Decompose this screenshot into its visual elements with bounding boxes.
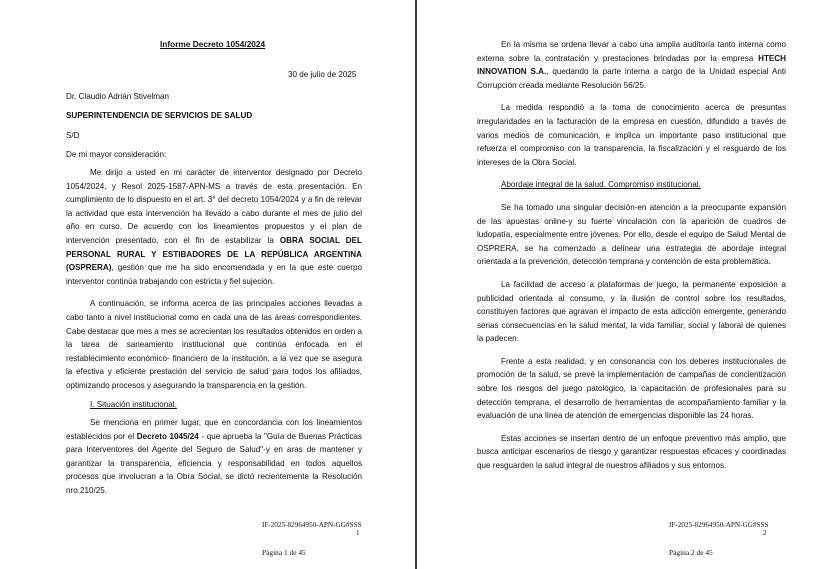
- paragraph-factors: La facilidad de acceso a plataformas de juego, la permanente exposición a publicidad orientada al consumo, y la ilusión de control sobre los resultados, constituyen factores que agravan el impacto de esta adicción emergente, generando serias consecuencias en la salud mental, la vida familiar, social y laboral de quienes la padecen.: [477, 279, 786, 344]
- paragraph-audit: En la misma se ordena llevar a cabo una amplia auditoría tanto interna como externa sobre la contratación y prestaciones brindadas por la empresa HTECH INNOVATION S.A., quedando la parte interna a cargo de la Unidad especial Anti Corrupción creada mediante Resolución 56/25.: [477, 40, 786, 90]
- paragraph-intro: Me dirijo a usted en mi carácter de interventor designado por Decreto 1054/2024, y Resol 2025-1587-APN-MS a través de esta presentación. En cumplimiento de lo dispuesto en el art. 3° del decreto 1054/2024 y a fin de relevar la actividad que esta intervención ha llevado a cabo durante el mes de julio del año en curso. De acuerdo con los lineamientos propuestos y el plan de intervención presentado, con el fin de estabilizar la OBRA SOCIAL DEL PERSONAL RURAL Y ESTIBADORES DE LA REPÚBLICA ARGENTINA (OSPRERA), gestión que me ha sido encomendada y en la que este cuerpo interventor continúa trabajando con estricta y fiel sujeción.: [66, 168, 362, 286]
- page-label: Página 1 de 45: [262, 548, 306, 557]
- paragraph-summary: A continuación, se informa acerca de las principales acciones llevadas a cabo tanto a nivel institucional como en cada una de las áreas correspondientes. Cabe destacar que mes a mes se acrecientan los resultados obtenidos en orden a la tarea de saneamiento institucional que continúa enfocada en el restablecimiento económico- financiero de la institución, a la vez que se asegura la efectiva y eficiente prestación del servicio de salud para todos los afiliados, optimizando procesos y asegurando la transparencia en la gestión.: [66, 299, 362, 390]
- paragraph-gambling: Se ha tomado una singular decisión-en atención a la preocupante expansión de las apuestas online-y su fuerte vinculación con la aparición de cuadros de ludopatía, especialmente entre jóvenes. Por ello, desde el equipo de Salud Mental de OSPRERA, se ha comenzado a delinear una estrategia de abordaje integral orientada a la prevención, detección temprana y contención de esta problemática.: [477, 202, 786, 267]
- page-label: Página 2 de 45: [669, 548, 713, 557]
- section-heading-institutional: I. Situación institucional.: [90, 399, 177, 409]
- document-id: IF-2025-82964950-APN-GG#SSS: [262, 521, 362, 529]
- paragraph-resolution: Se menciona en primer lugar, que en concordancia con los lineamientos establecidos por el Decreto 1045/24 - que aprueba la "Guía de Buenas Prácticas para Interventores del Agente del Seguro de Salud"-y en aras de mantener y garantizar la transparencia, eficiencia y responsabilidad en todos aquellos procesos que involucran a la Obra Social, se dictó recientemente la Resolución nro.210/25.: [66, 418, 362, 496]
- page2-body: [477, 38, 786, 473]
- page-number-small: 1: [356, 529, 360, 537]
- paragraph-measure: La medida respondió a la toma de conocimiento acerca de presuntas irregularidades en la facturación de la empresa en cuestión, difundido a través de varios medios de comunicación, e implica un importante paso institucional que refuerza el compromiso con la transparencia, la fiscalización y el resguardo de los intereses de la Obra Social.: [477, 103, 786, 167]
- greeting: De mi mayor consideración:: [66, 150, 167, 159]
- report-title: Informe Decreto 1054/2024: [160, 39, 266, 49]
- document-page-2: [420, 0, 839, 569]
- page-divider: [415, 0, 417, 569]
- page-number-small: 2: [763, 529, 767, 537]
- sd-line: S/D: [66, 131, 80, 140]
- recipient-organization: SUPERINTENDENCIA DE SERVICIOS DE SALUD: [66, 111, 253, 120]
- document-id: IF-2025-82964950-APN-GG#SSS: [669, 521, 769, 529]
- document-page-1: [0, 0, 413, 569]
- paragraph-prevention: Estas acciones se insertan dentro de un enfoque preventivo más amplio, que busca anticipar escenarios de riesgo y garantizar respuestas eficaces y coordinadas que resguarden la salud integral de nuestros afiliados y sus entornos.: [477, 433, 786, 471]
- report-date: 30 de julio de 2025: [288, 70, 357, 79]
- paragraph-campaigns: Frente a esta realidad, y en consonancia con los deberes institucionales de promoción de la salud, se prevé la implementación de campañas de concientización sobre los riesgos del juego patológico, la capacitación de profesionales para su detección temprana, el desarrollo de herramientas de acompañamiento familiar y la evaluación de una línea de atención de emergencias disponible las 24 horas.: [477, 356, 786, 421]
- page1-body: [66, 166, 362, 498]
- recipient-name: Dr. Claudio Adrián Stivelman: [66, 92, 170, 101]
- section-heading-health: Abordaje integral de la salud. Compromiso institucional.: [501, 180, 701, 190]
